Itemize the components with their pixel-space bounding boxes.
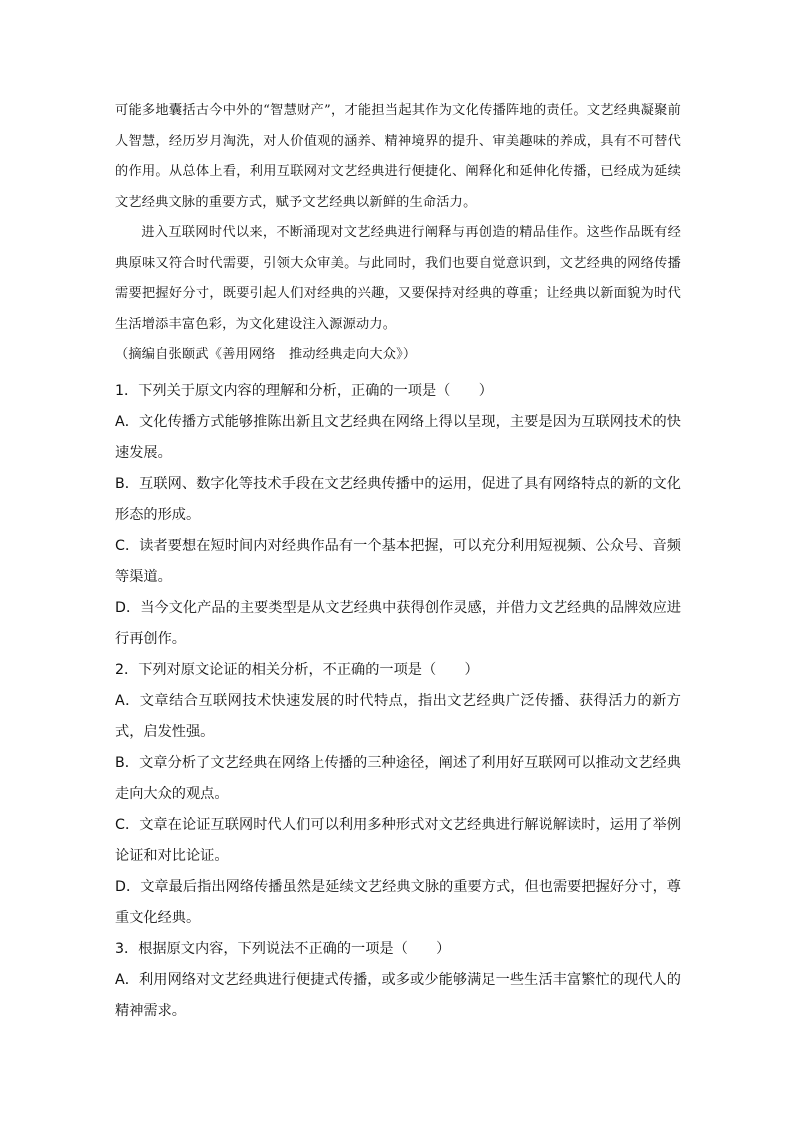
question-2 (115, 655, 681, 934)
question-1-option-c: C．读者要想在短时间内对经典作品有一个基本把握，可以充分利用短视频、公众号、音频等渠道。 (115, 538, 681, 585)
question-3-stem: 3．根据原文内容，下列说法不正确的一项是（ ） (115, 941, 451, 957)
question-2-option-c: C．文章在论证互联网时代人们可以利用多种形式对文艺经典进行解说解读时，运用了举例论证和对比论证。 (115, 817, 681, 864)
question-3-option-a: A．利用网络对文艺经典进行便捷式传播，或多或少能够满足一些生活丰富繁忙的现代人的精神需求。 (115, 972, 681, 1019)
question-list (115, 376, 681, 1027)
question-1-option-b: B．互联网、数字化等技术手段在文艺经典传播中的运用，促进了具有网络特点的新的文化形态的形成。 (115, 476, 681, 523)
reading-passage (115, 96, 681, 371)
question-2-option-d: D．文章最后指出网络传播虽然是延续文艺经典文脉的重要方式，但也需要把握好分寸，尊重文化经典。 (115, 879, 681, 926)
question-2-stem: 2．下列对原文论证的相关分析，不正确的一项是（ ） (115, 662, 479, 678)
question-1 (115, 376, 681, 655)
passage-paragraph-1: 可能多地囊括古今中外的“智慧财产”，才能担当起其作为文化传播阵地的责任。文艺经典凝聚前人智慧，经历岁月淘洗，对人价值观的涵养、精神境界的提升、审美趣味的养成，具有不可替代的作用。从总体上看，利用互联网对文艺经典进行便捷化、阐释化和延伸化传播，已经成为延续文艺经典文脉的重要方式，赋予文艺经典以新鲜的生命活力。 (115, 103, 681, 210)
question-2-option-b: B．文章分析了文艺经典在网络上传播的三种途径，阐述了利用好互联网可以推动文艺经典走向大众的观点。 (115, 755, 681, 802)
question-1-option-d: D．当今文化产品的主要类型是从文艺经典中获得创作灵感，并借力文艺经典的品牌效应进行再创作。 (115, 600, 681, 647)
passage-citation: （摘编自张颐武《善用网络 推动经典走向大众》） (115, 347, 417, 362)
passage-paragraph-2: 进入互联网时代以来，不断涌现对文艺经典进行阐释与再创造的精品佳作。这些作品既有经典原味又符合时代需要，引领大众审美。与此同时，我们也要自觉意识到，文艺经典的网络传播需要把握好分寸，既要引起人们对经典的兴趣，又要保持对经典的尊重；让经典以新面貌为时代生活增添丰富色彩，为文化建设注入源源动力。 (115, 225, 681, 332)
question-3 (115, 934, 681, 1027)
question-2-option-a: A．文章结合互联网技术快速发展的时代特点，指出文艺经典广泛传播、获得活力的新方式，启发性强。 (115, 693, 681, 740)
question-1-stem: 1．下列关于原文内容的理解和分析，正确的一项是（ ） (115, 383, 493, 399)
question-1-option-a: A．文化传播方式能够推陈出新且文艺经典在网络上得以呈现，主要是因为互联网技术的快速发展。 (115, 414, 681, 461)
